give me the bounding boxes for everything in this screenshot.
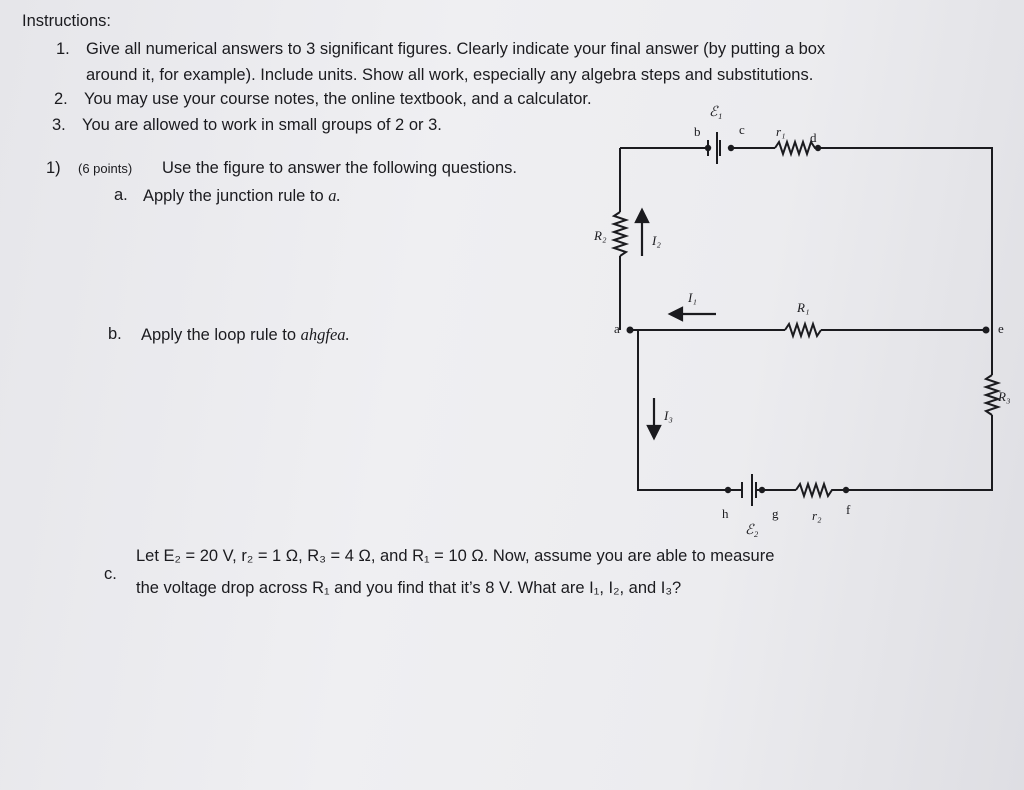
label-f: f <box>846 502 851 517</box>
node-b <box>705 145 711 151</box>
wire-right-bottom <box>846 415 992 490</box>
label-I2: I₂ <box>652 233 661 248</box>
R2-resistor <box>614 212 626 256</box>
label-g: g <box>772 506 779 521</box>
node-a <box>627 327 634 334</box>
part-b-label: b. <box>108 325 122 343</box>
instruction-1-line1: Give all numerical answers to 3 significant figures. Clearly indicate your final answer (by putting a box <box>86 40 826 58</box>
instruction-2-number: 2. <box>54 90 68 108</box>
label-e: e <box>998 321 1004 336</box>
part-b-text: Apply the loop rule to <box>141 326 297 344</box>
r2-resistor <box>796 484 846 496</box>
node-c <box>728 145 734 151</box>
label-a: a <box>614 321 620 336</box>
node-f <box>843 487 849 493</box>
part-c-line2: the voltage drop across R₁ and you find that it’s 8 V. What are I₁, I₂, and I₃? <box>136 579 682 597</box>
instructions-heading: Instructions: <box>22 12 111 30</box>
instruction-2-text: You may use your course notes, the online textbook, and a calculator. <box>84 90 592 108</box>
label-I3: I₃ <box>664 408 673 423</box>
node-g <box>759 487 765 493</box>
node-h <box>725 487 731 493</box>
instruction-3-text: You are allowed to work in small groups of 2 or 3. <box>82 116 442 134</box>
node-e <box>983 327 990 334</box>
part-a-variable: a. <box>328 186 341 205</box>
label-emf1: ℰ₁ <box>709 105 723 120</box>
wire-top-right <box>818 148 992 375</box>
label-b: b <box>694 124 701 139</box>
I2-arrowhead <box>636 210 648 222</box>
question-number: 1) <box>46 159 61 177</box>
I3-arrowhead <box>648 426 660 438</box>
label-I1: I₁ <box>688 290 697 305</box>
part-c-line1: Let E₂ = 20 V, r₂ = 1 Ω, R₃ = 4 Ω, and R₁ = 10 Ω. Now, assume you are able to measure <box>136 547 775 565</box>
part-a-text: Apply the junction rule to <box>143 187 324 205</box>
instruction-1-number: 1. <box>56 40 70 58</box>
instruction-1-line2: around it, for example). Include units. Show all work, especially any algebra steps and substitutions. <box>86 66 814 84</box>
part-a-label: a. <box>114 186 128 204</box>
label-r2: r₂ <box>812 508 822 523</box>
question-prompt: Use the figure to answer the following questions. <box>162 159 517 177</box>
R3-resistor <box>986 375 998 415</box>
question-points: (6 points) <box>78 161 133 176</box>
label-r1: r₁ <box>776 124 786 139</box>
label-R2: R₂ <box>594 228 607 243</box>
I1-arrowhead <box>670 308 682 320</box>
label-d: d <box>810 130 817 145</box>
R1-resistor <box>785 324 821 336</box>
label-c: c <box>739 122 745 137</box>
label-R1: R₁ <box>797 300 810 315</box>
part-c-label: c. <box>104 565 117 583</box>
wire-left-bottom <box>638 330 728 490</box>
instruction-3-number: 3. <box>52 116 66 134</box>
node-d <box>815 145 821 151</box>
label-emf2: ℰ₂ <box>745 523 759 538</box>
part-b-variable: ahgfea. <box>300 325 350 344</box>
label-R3: R₃ <box>998 389 1011 404</box>
label-h: h <box>722 506 729 521</box>
